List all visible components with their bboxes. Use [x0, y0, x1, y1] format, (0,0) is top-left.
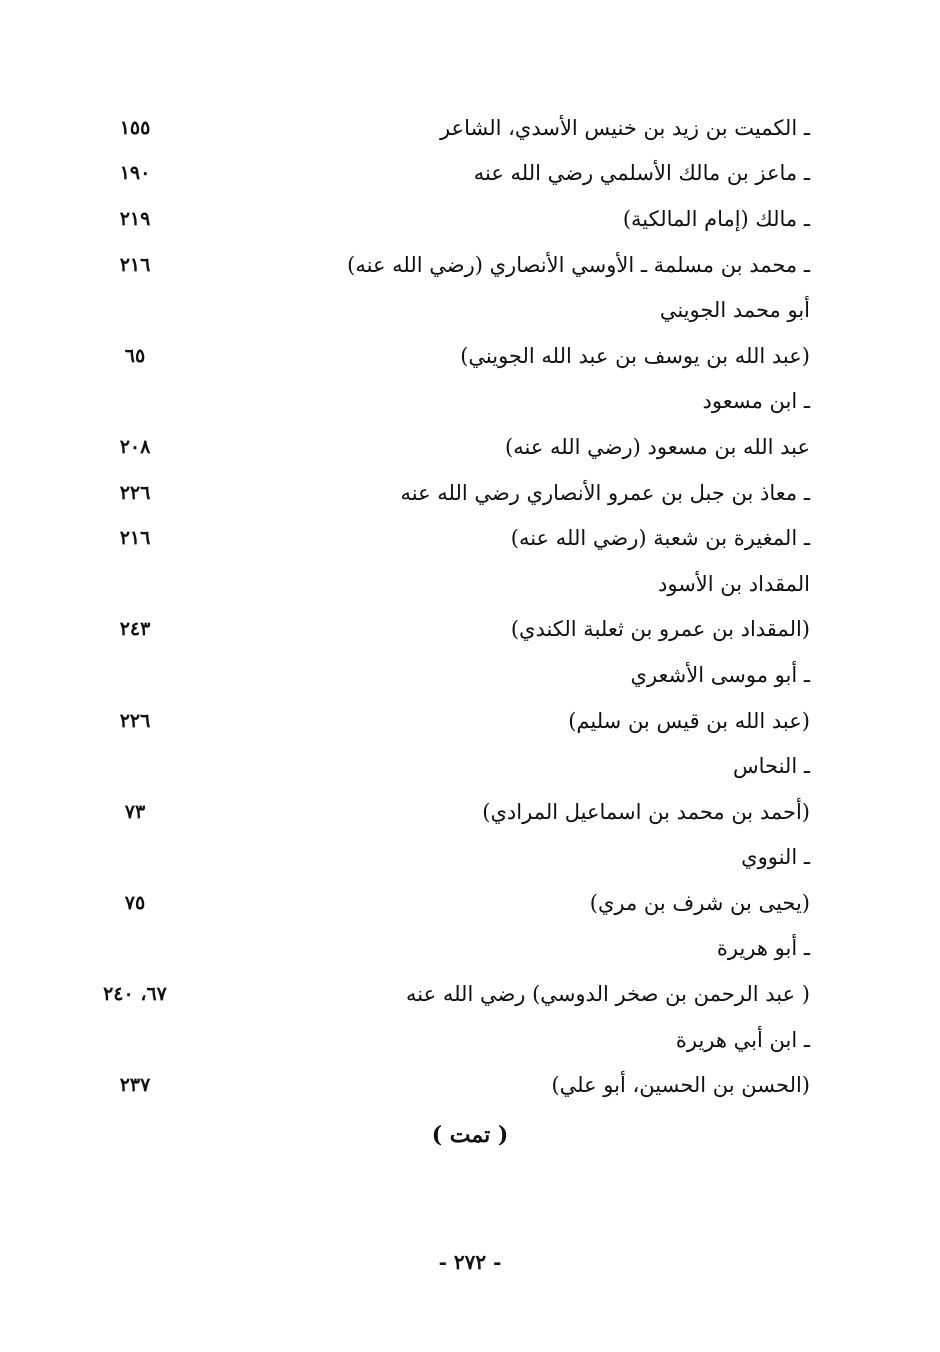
- entry-page-numbers: ٢١٦: [119, 253, 151, 276]
- entry-name: عبد الله بن مسعود (رضي الله عنه): [505, 434, 810, 459]
- entry-name: ـ أبو هريرة: [716, 936, 810, 961]
- entry-page-numbers: ٦٧، ٢٤٠: [103, 983, 167, 1006]
- entry-name: (أحمد بن محمد بن اسماعيل المرادي): [482, 799, 810, 824]
- index-entry: [0, 333, 940, 379]
- index-entry: [0, 379, 940, 425]
- entry-page-numbers: ٢٢٦: [119, 481, 151, 504]
- entry-name: ـ أبو موسى الأشعري: [630, 662, 810, 687]
- index-entry: [0, 607, 940, 653]
- index-entry: [0, 652, 940, 698]
- index-entry: [0, 105, 940, 151]
- index-entry: [0, 926, 940, 972]
- entry-name: (الحسن بن الحسين، أبو علي): [551, 1073, 810, 1098]
- entry-name: (المقداد بن عمرو بن ثعلبة الكندي): [510, 617, 810, 642]
- entry-name: ـ ماعز بن مالك الأسلمي رضي الله عنه: [473, 161, 810, 186]
- entry-page-numbers: ١٩٠: [119, 162, 151, 185]
- end-mark: ( تمت ): [431, 1122, 509, 1148]
- entry-page-numbers: ٢١٩: [119, 207, 151, 230]
- entry-name: ـ ابن مسعود: [702, 389, 810, 414]
- entry-name: المقداد بن الأسود: [658, 571, 810, 596]
- entry-name: ـ معاذ بن جبل بن عمرو الأنصاري رضي الله عنه: [400, 480, 810, 505]
- index-entry: [0, 470, 940, 516]
- entry-name: ـ الكميت بن زيد بن خنيس الأسدي، الشاعر: [439, 115, 810, 140]
- entry-page-numbers: ٦٥: [124, 344, 146, 367]
- index-entry: [0, 1062, 940, 1108]
- entry-page-numbers: ١٥٥: [119, 116, 151, 139]
- index-entry: [0, 515, 940, 561]
- index-entry: [0, 561, 940, 607]
- index-entry: [0, 880, 940, 926]
- entry-name: أبو محمد الجويني: [659, 298, 810, 323]
- entry-page-numbers: ٧٥: [124, 891, 146, 914]
- index-entry: [0, 789, 940, 835]
- entry-page-numbers: ٧٣: [124, 800, 146, 823]
- index-entry: [0, 424, 940, 470]
- index-entry: [0, 151, 940, 197]
- page-number: - ٢٧٢ -: [438, 1250, 502, 1274]
- name-index-list: [0, 105, 940, 1108]
- entry-name: (عبد الله بن يوسف بن عبد الله الجويني): [460, 343, 810, 368]
- entry-name: ـ المغيرة بن شعبة (رضي الله عنه): [510, 526, 810, 551]
- entry-page-numbers: ٢٣٧: [119, 1074, 151, 1097]
- index-entry: [0, 196, 940, 242]
- entry-name: ـ مالك (إمام المالكية): [622, 206, 810, 231]
- index-entry: [0, 287, 940, 333]
- entry-name: ـ محمد بن مسلمة ـ الأوسي الأنصاري (رضي الله عنه): [347, 252, 810, 277]
- entry-page-numbers: ٢٤٣: [119, 618, 151, 641]
- index-entry: [0, 971, 940, 1017]
- entry-name: (يحيى بن شرف بن مري): [589, 890, 810, 915]
- index-entry: [0, 698, 940, 744]
- entry-page-numbers: ٢٠٨: [119, 435, 151, 458]
- entry-name: ـ النحاس: [733, 754, 810, 779]
- index-entry: [0, 1017, 940, 1063]
- index-entry: [0, 835, 940, 881]
- index-entry: [0, 743, 940, 789]
- entry-name: (عبد الله بن قيس بن سليم): [568, 708, 810, 733]
- index-entry: [0, 242, 940, 288]
- entry-name: ـ النووي: [741, 845, 810, 870]
- entry-page-numbers: ٢١٦: [119, 527, 151, 550]
- entry-name: ـ ابن أبي هريرة: [675, 1027, 810, 1052]
- entry-page-numbers: ٢٢٦: [119, 709, 151, 732]
- entry-name: ( عبد الرحمن بن صخر الدوسي) رضي الله عنه: [406, 982, 810, 1007]
